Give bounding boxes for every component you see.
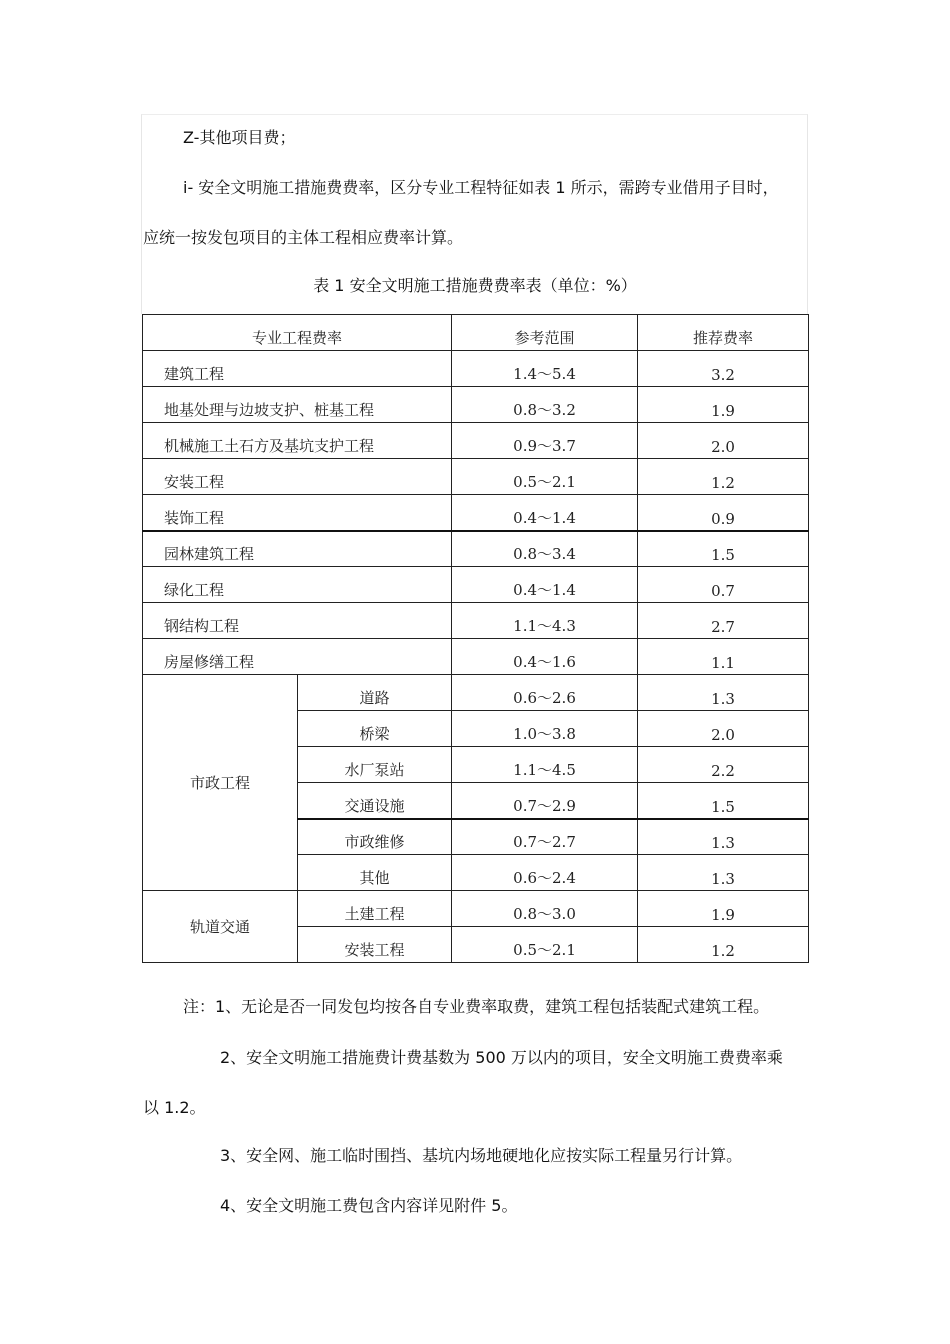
row-rate: 2.0 — [638, 711, 809, 747]
row-range: 0.8～3.2 — [452, 387, 638, 423]
row-name: 水厂泵站 — [298, 747, 452, 783]
table-row — [143, 603, 809, 639]
row-rate: 2.7 — [638, 603, 809, 639]
row-range: 0.7～2.9 — [452, 783, 638, 819]
group-municipal: 市政工程 — [143, 675, 298, 891]
row-name: 交通设施 — [298, 783, 452, 819]
row-range: 0.6～2.6 — [452, 675, 638, 711]
row-range: 0.8～3.4 — [452, 531, 638, 567]
table-row — [143, 459, 809, 495]
note-2-continued: 以 1.2。 — [143, 1098, 206, 1117]
row-rate: 1.2 — [638, 927, 809, 963]
row-range: 0.9～3.7 — [452, 423, 638, 459]
row-rate: 1.9 — [638, 891, 809, 927]
row-name: 市政维修 — [298, 819, 452, 855]
group-rail: 轨道交通 — [143, 891, 298, 963]
row-rate: 2.2 — [638, 747, 809, 783]
table-row — [143, 891, 809, 927]
row-name: 钢结构工程 — [143, 603, 452, 639]
header-category: 专业工程费率 — [143, 315, 452, 351]
table-row — [143, 495, 809, 531]
row-name: 道路 — [298, 675, 452, 711]
row-name: 其他 — [298, 855, 452, 891]
row-range: 0.7～2.7 — [452, 819, 638, 855]
row-range: 0.5～2.1 — [452, 459, 638, 495]
table-row — [143, 675, 809, 711]
row-rate: 0.9 — [638, 495, 809, 531]
row-range: 0.4～1.4 — [452, 567, 638, 603]
table-row — [143, 387, 809, 423]
row-name: 机械施工土石方及基坑支护工程 — [143, 423, 452, 459]
row-range: 0.4～1.6 — [452, 639, 638, 675]
row-rate: 2.0 — [638, 423, 809, 459]
row-range: 1.0～3.8 — [452, 711, 638, 747]
row-rate: 1.9 — [638, 387, 809, 423]
header-range: 参考范围 — [452, 315, 638, 351]
row-range: 0.8～3.0 — [452, 891, 638, 927]
row-name: 建筑工程 — [143, 351, 452, 387]
row-rate: 0.7 — [638, 567, 809, 603]
row-name: 园林建筑工程 — [143, 531, 452, 567]
row-name: 桥梁 — [298, 711, 452, 747]
row-range: 1.1～4.3 — [452, 603, 638, 639]
table-row — [143, 423, 809, 459]
intro-line-1: Z-其他项目费； — [183, 128, 296, 147]
row-name: 土建工程 — [298, 891, 452, 927]
intro-line-3: 应统一按发包项目的主体工程相应费率计算。 — [143, 228, 464, 247]
table-row — [143, 531, 809, 567]
rate-table — [142, 314, 809, 963]
row-rate: 1.1 — [638, 639, 809, 675]
row-rate: 1.2 — [638, 459, 809, 495]
row-range: 1.1～4.5 — [452, 747, 638, 783]
row-rate: 3.2 — [638, 351, 809, 387]
table-row — [143, 639, 809, 675]
row-range: 0.6～2.4 — [452, 855, 638, 891]
row-range: 0.4～1.4 — [452, 495, 638, 531]
note-4: 4、安全文明施工费包含内容详见附件 5。 — [220, 1196, 518, 1215]
intro-line-2: i- 安全文明施工措施费费率，区分专业工程特征如表 1 所示，需跨专业借用子目时， — [183, 178, 779, 197]
table-row — [143, 351, 809, 387]
row-name: 绿化工程 — [143, 567, 452, 603]
row-range: 1.4～5.4 — [452, 351, 638, 387]
row-name: 地基处理与边坡支护、桩基工程 — [143, 387, 452, 423]
row-name: 安装工程 — [143, 459, 452, 495]
header-rate: 推荐费率 — [638, 315, 809, 351]
note-3: 3、安全网、施工临时围挡、基坑内场地硬地化应按实际工程量另行计算。 — [220, 1146, 743, 1165]
row-range: 0.5～2.1 — [452, 927, 638, 963]
note-2: 2、安全文明施工措施费计费基数为 500 万以内的项目，安全文明施工费费率乘 — [220, 1048, 783, 1067]
row-rate: 1.3 — [638, 675, 809, 711]
table-title: 表 1 安全文明施工措施费费率表（单位：%） — [313, 276, 637, 295]
row-name: 装饰工程 — [143, 495, 452, 531]
table-header-row — [143, 315, 809, 351]
row-rate: 1.3 — [638, 855, 809, 891]
row-rate: 1.3 — [638, 819, 809, 855]
row-rate: 1.5 — [638, 783, 809, 819]
table-row — [143, 567, 809, 603]
row-name: 房屋修缮工程 — [143, 639, 452, 675]
note-1: 注：1、无论是否一同发包均按各自专业费率取费，建筑工程包括装配式建筑工程。 — [183, 997, 770, 1016]
row-rate: 1.5 — [638, 531, 809, 567]
row-name: 安装工程 — [298, 927, 452, 963]
